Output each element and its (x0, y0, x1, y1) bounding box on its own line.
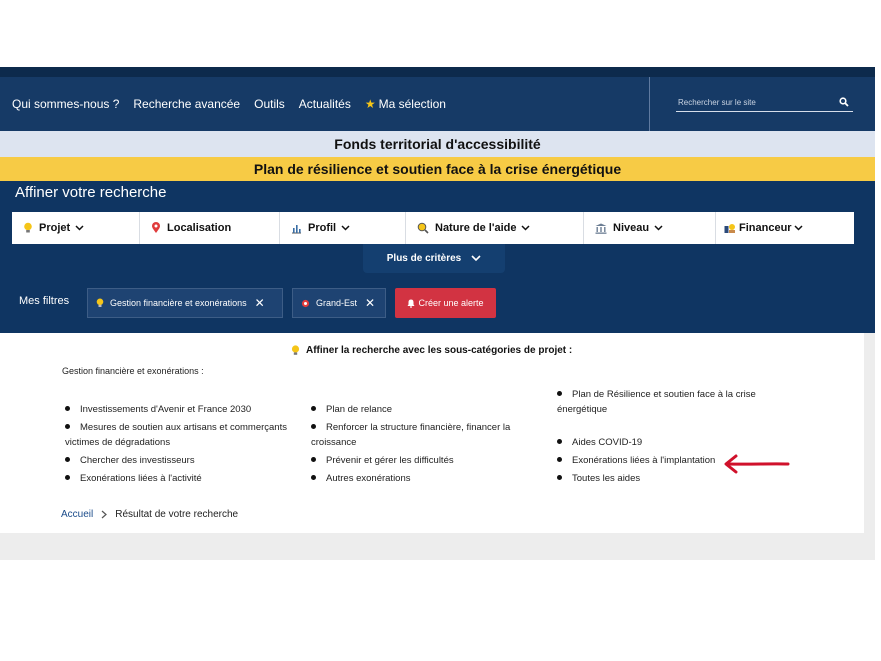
magnifier-euro-icon (417, 222, 429, 234)
bullet (311, 424, 316, 429)
banner-fonds-accessibilite[interactable]: Fonds territorial d'accessibilité (0, 131, 875, 157)
breadcrumb-current: Résultat de votre recherche (115, 509, 239, 520)
filter-nature-aide-label: Nature de l'aide (435, 222, 517, 234)
footer-band (0, 533, 875, 560)
search-input[interactable] (678, 95, 828, 110)
subcategory-label: Plan de relance (326, 404, 393, 415)
subcategory-label: Exonérations liées à l'activité (80, 473, 202, 484)
category-group-label: Gestion financière et exonérations : (62, 366, 204, 376)
handshake-money-icon (724, 223, 736, 234)
bullet (311, 457, 316, 462)
subcategory-item[interactable] (311, 420, 533, 450)
subcategory-label: Plan de Résilience et soutien face à la crise énergétique (557, 389, 756, 415)
subcategory-item[interactable] (65, 420, 301, 450)
search-icon[interactable] (839, 97, 849, 107)
lightbulb-icon (96, 298, 104, 308)
active-filter-label: Gestion financière et exonérations (110, 298, 247, 308)
nav-divider (649, 77, 650, 131)
subcategory-item[interactable] (557, 387, 779, 417)
filter-profil-label: Profil (308, 222, 337, 234)
nav-link-ma-selection[interactable] (365, 97, 446, 111)
lightbulb-icon (291, 345, 300, 356)
subcategory-item[interactable] (557, 435, 757, 450)
chevron-down-icon (471, 255, 481, 262)
star-icon: ★ (364, 97, 376, 111)
breadcrumb (61, 509, 238, 520)
create-alert-label: Créer une alerte (418, 298, 484, 308)
breadcrumb-home-link[interactable]: Accueil (61, 509, 94, 520)
filter-financeur[interactable] (716, 212, 854, 244)
main-nav (0, 77, 875, 131)
banner-plan-resilience[interactable]: Plan de résilience et soutien face à la crise énergétique (0, 157, 875, 181)
nav-link-actualites[interactable]: Actualités (298, 97, 351, 111)
subcategory-item[interactable] (65, 402, 295, 417)
nav-link-qui-sommes-nous[interactable]: Qui sommes-nous ? (12, 97, 120, 111)
subcategory-item[interactable] (311, 471, 541, 486)
subcategory-item[interactable] (557, 453, 727, 468)
lightbulb-icon (23, 222, 33, 234)
annotation-arrow-icon (722, 452, 792, 476)
remove-filter-icon[interactable]: ✕ (365, 296, 376, 310)
subcategory-item[interactable] (311, 402, 541, 417)
filter-projet-label: Projet (39, 222, 71, 234)
site-search (676, 94, 853, 112)
filter-bar (12, 212, 854, 244)
subcategory-label: Renforcer la structure financière, financer la croissance (311, 422, 511, 448)
location-pin-icon (151, 222, 161, 234)
filter-profil[interactable] (280, 212, 406, 244)
subcategories-heading (291, 345, 572, 356)
subcategory-label: Investissements d'Avenir et France 2030 (80, 404, 252, 415)
bullet (65, 406, 70, 411)
filter-localisation[interactable] (140, 212, 280, 244)
subcategories-heading-text: Affiner la recherche avec les sous-catégories de projet : (306, 345, 573, 356)
subcategory-label: Autres exonérations (326, 473, 411, 484)
bell-icon (407, 299, 415, 308)
plus-de-criteres-label: Plus de critères (386, 253, 462, 264)
chevron-down-icon (75, 225, 84, 231)
bullet (65, 475, 70, 480)
ma-selection-label: Ma sélection (378, 97, 446, 111)
subcategory-label: Mesures de soutien aux artisans et commerçants victimes de dégradations (65, 422, 287, 448)
building-icon (595, 223, 607, 234)
active-filter-chip[interactable] (292, 288, 386, 318)
filter-panel (0, 181, 875, 333)
nav-links (12, 77, 446, 131)
filter-localisation-label: Localisation (167, 222, 232, 234)
filter-panel-title: Affiner votre recherche (15, 184, 167, 201)
chevron-down-icon (521, 225, 530, 231)
location-target-icon (301, 299, 310, 308)
nav-link-recherche-avancee[interactable]: Recherche avancée (133, 97, 241, 111)
nav-link-outils[interactable]: Outils (254, 97, 285, 111)
bullet (311, 475, 316, 480)
subcategory-label: Chercher des investisseurs (80, 455, 195, 466)
bullet (557, 457, 562, 462)
subcategory-item[interactable] (311, 453, 541, 468)
active-filter-chip[interactable] (87, 288, 283, 318)
filter-financeur-label: Financeur (739, 222, 792, 234)
subcategory-label: Aides COVID-19 (572, 437, 643, 448)
subcategory-label: Toutes les aides (572, 473, 641, 484)
top-strip (0, 67, 875, 77)
plus-de-criteres-button[interactable] (363, 244, 505, 273)
subcategory-label: Exonérations liées à l'implantation (572, 455, 716, 466)
filter-projet[interactable] (12, 212, 140, 244)
chevron-down-icon (654, 225, 663, 231)
mes-filtres-label: Mes filtres (19, 295, 70, 307)
filter-niveau-label: Niveau (613, 222, 650, 234)
subcategory-item[interactable] (65, 453, 295, 468)
chevron-down-icon (794, 225, 803, 231)
active-filter-label: Grand-Est (316, 298, 358, 308)
chevron-down-icon (341, 225, 350, 231)
bullet (65, 457, 70, 462)
filter-niveau[interactable] (584, 212, 716, 244)
remove-filter-icon[interactable]: ✕ (254, 296, 265, 310)
bullet (557, 391, 562, 396)
create-alert-button[interactable] (395, 288, 496, 318)
chevron-right-icon (101, 510, 107, 519)
bullet (65, 424, 70, 429)
bar-chart-icon (291, 223, 302, 234)
bullet (311, 406, 316, 411)
filter-nature-aide[interactable] (406, 212, 584, 244)
subcategory-item[interactable] (65, 471, 295, 486)
right-gutter (864, 333, 875, 533)
bullet (557, 439, 562, 444)
subcategory-label: Prévenir et gérer les difficultés (326, 455, 454, 466)
bullet (557, 475, 562, 480)
